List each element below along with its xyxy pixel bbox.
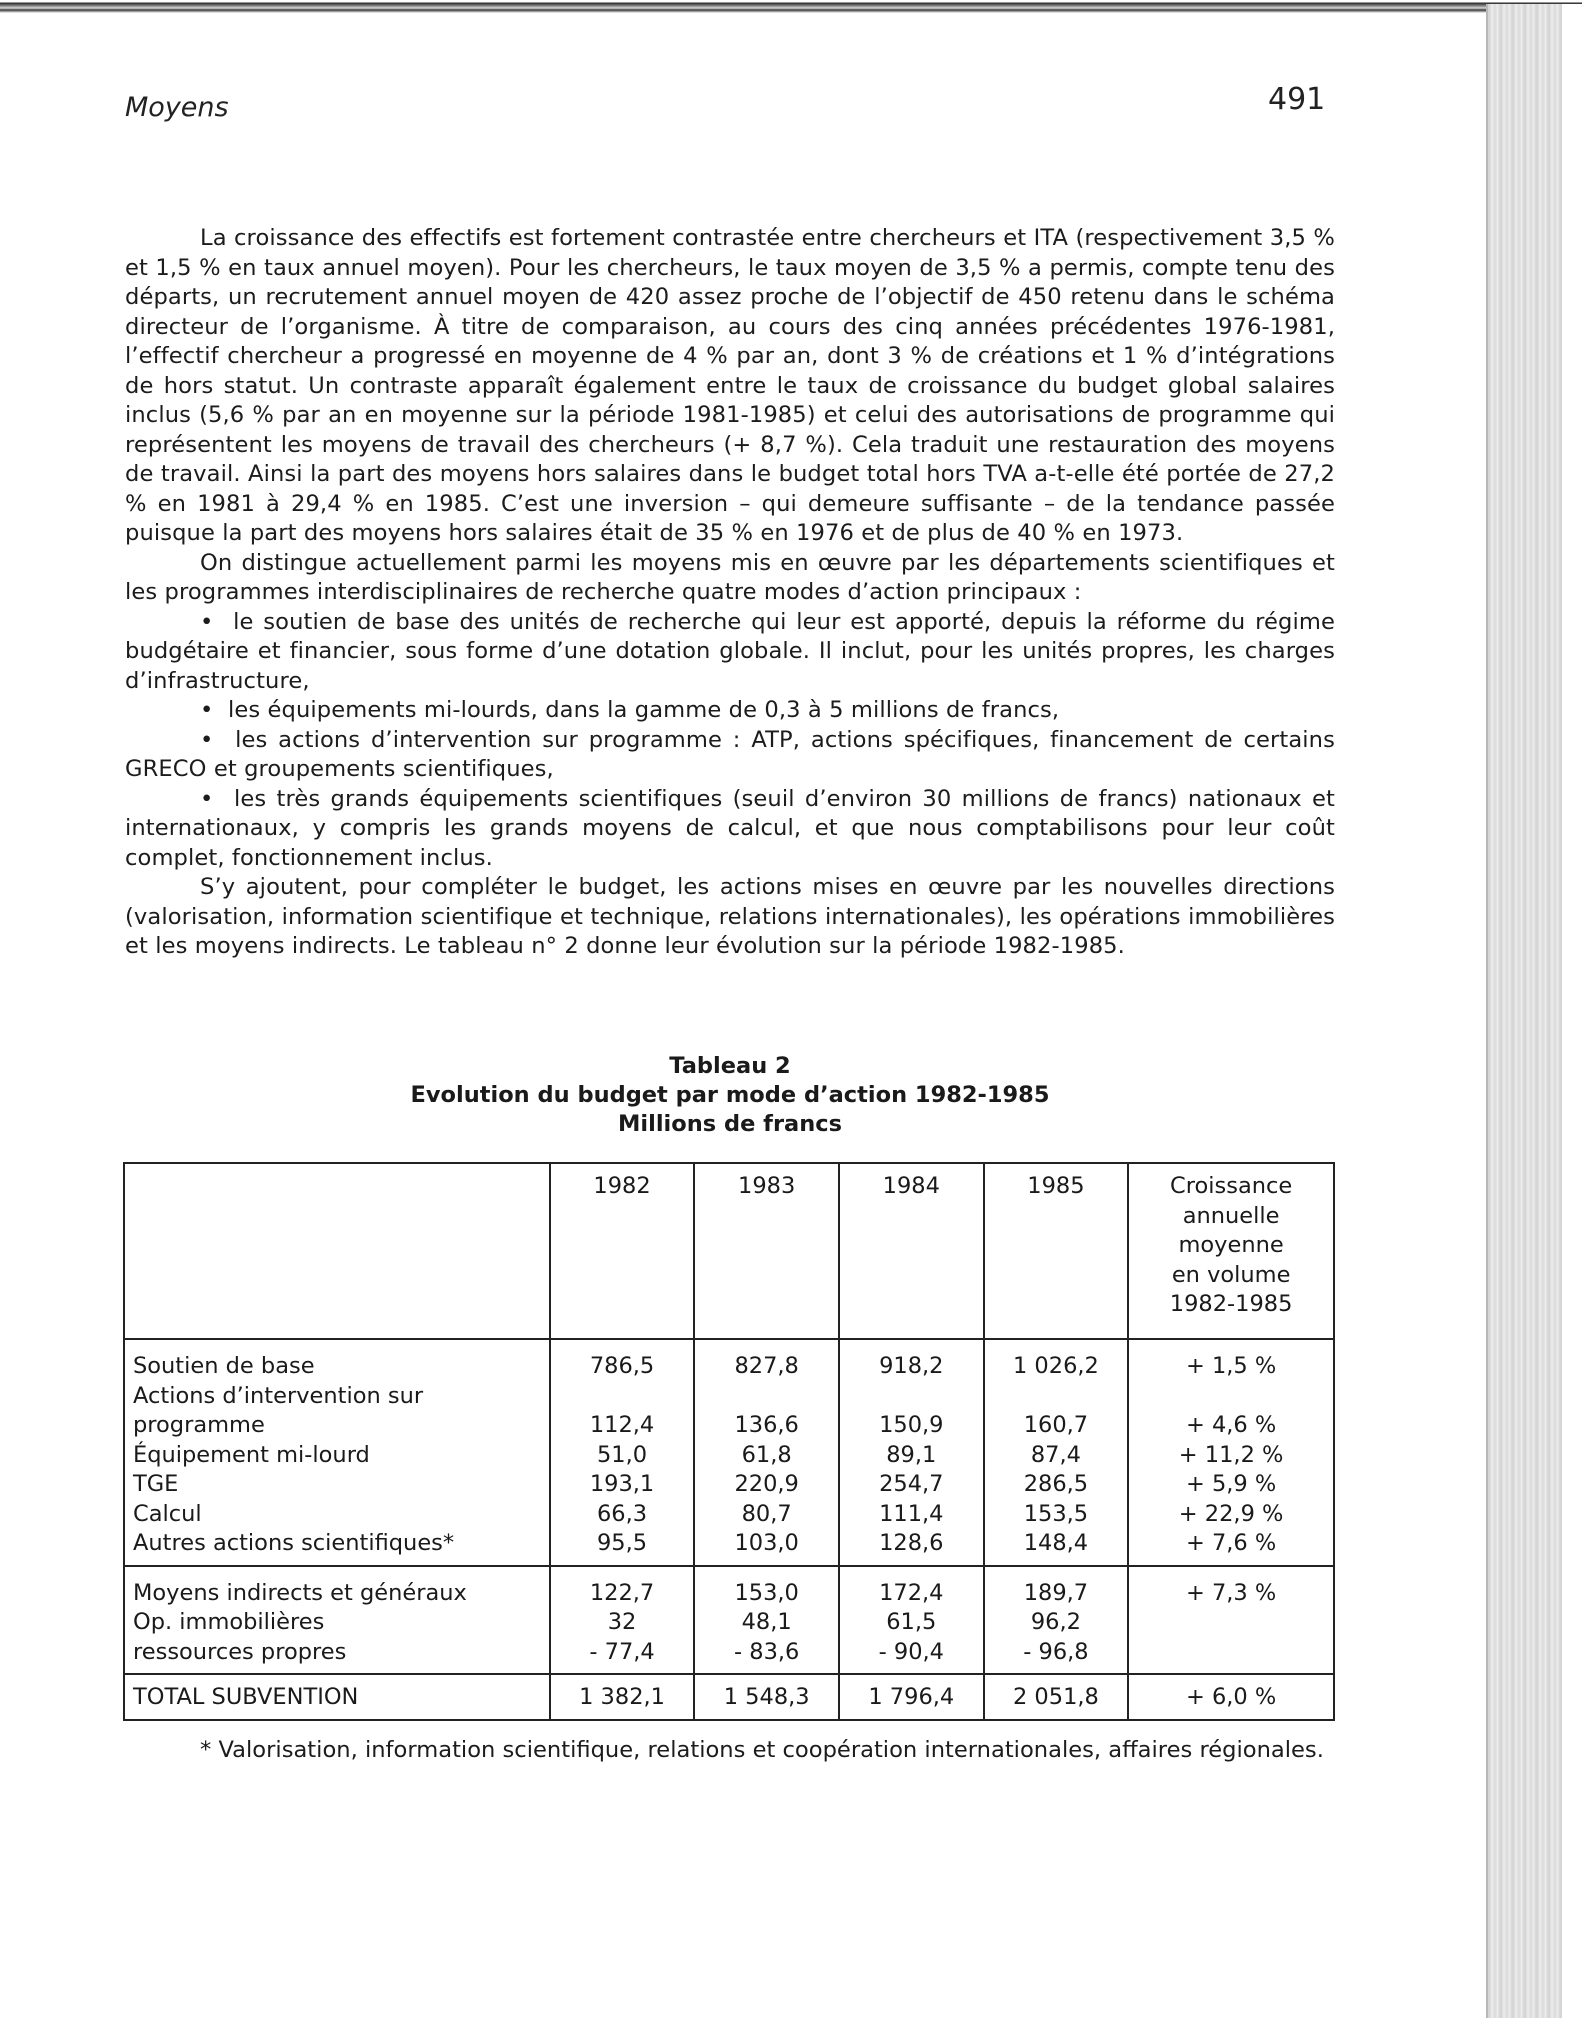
table-header-row — [124, 1163, 1334, 1339]
year-values — [839, 1339, 984, 1566]
cell-value: - 90,4 — [878, 1638, 944, 1665]
cell-value: 96,2 — [1030, 1609, 1081, 1635]
row-label: Autres actions scientifiques* — [133, 1530, 455, 1556]
scan-top-edge — [0, 0, 1582, 14]
cell-value: 193,1 — [589, 1471, 655, 1497]
cell-value: - 83,6 — [733, 1638, 800, 1665]
year-values — [550, 1339, 695, 1566]
cell-value: 189,7 — [1023, 1579, 1089, 1606]
cell-value: 827,8 — [734, 1353, 799, 1379]
year-values — [694, 1339, 839, 1566]
total-row — [124, 1674, 1334, 1720]
bullet-item: • les équipements mi-lourds, dans la gamme de 0,3 à 5 millions de francs, — [200, 697, 1060, 723]
cell-value: 286,5 — [1023, 1471, 1089, 1497]
cell-value: - 77,4 — [589, 1638, 655, 1665]
year-values — [984, 1566, 1129, 1675]
table-row-group — [124, 1566, 1334, 1675]
row-label: Soutien de base — [133, 1353, 315, 1379]
paragraph-closing: S’y ajoutent, pour compléter le budget, les actions mises en œuvre par les nouvelles directions (valorisation, information scientifique et technique, relations internationales), les opérations immobilières et les moyens indirects. Le tableau n° 2 donne leur évolution sur la période 1982-1985. — [125, 874, 1335, 959]
paragraph-modes-action: On distingue actuellement parmi les moyens mis en œuvre par les départements scientifiques et les programmes interdisciplinaires de recherche quatre modes d’action principaux : — [125, 549, 1335, 605]
cell-value: 150,9 — [879, 1412, 944, 1438]
row-label: Op. immobilières — [133, 1609, 325, 1635]
cell-value: 172,4 — [879, 1579, 944, 1606]
growth-values — [1128, 1566, 1334, 1675]
year-values — [839, 1566, 984, 1675]
cell-value: 95,5 — [596, 1530, 648, 1556]
cell-value: 153,0 — [734, 1579, 799, 1606]
growth-value — [1137, 1608, 1325, 1638]
year-values — [984, 1339, 1129, 1566]
spacer — [993, 1382, 1120, 1412]
table-title: Evolution du budget par mode d’action 1982-1985 — [410, 1082, 1050, 1108]
cell-value: 111,4 — [879, 1500, 944, 1527]
header-year: 1983 — [694, 1163, 839, 1339]
total-value: 2 051,8 — [984, 1674, 1129, 1720]
header-year: 1982 — [550, 1163, 695, 1339]
growth-value — [1137, 1638, 1325, 1668]
row-labels — [124, 1566, 550, 1675]
growth-value: + 11,2 % — [1178, 1441, 1284, 1468]
bullet-icon: • — [200, 785, 214, 812]
cell-value: 61,8 — [741, 1441, 792, 1468]
row-label: ressources propres — [133, 1638, 347, 1665]
cell-value: 254,7 — [879, 1471, 944, 1497]
cell-value: 786,5 — [589, 1353, 655, 1379]
year-values — [694, 1566, 839, 1675]
spacer — [1137, 1382, 1325, 1412]
bullet-item: • les actions d’intervention sur programme : ATP, actions spécifiques, financement de certains GRECO et groupements scientifiques, — [125, 726, 1335, 782]
cell-value: 61,5 — [886, 1609, 937, 1635]
budget-table — [123, 1162, 1335, 1721]
bullet-item: • les très grands équipements scientifiques (seuil d’environ 30 millions de francs) nationaux et internationaux, y compris les grands moyens de calcul, et que nous comptabilisons pour leur coût complet, fonctionnement inclus. — [125, 785, 1335, 871]
table-unit: Millions de francs — [618, 1111, 842, 1137]
cell-value: 160,7 — [1023, 1412, 1089, 1438]
row-label: TGE — [133, 1471, 179, 1497]
table-body — [124, 1339, 1334, 1720]
header-year: 1984 — [839, 1163, 984, 1339]
footnote: * Valorisation, information scientifique, relations et coopération internationales, affaires régionales. — [200, 1737, 1324, 1763]
header-year: 1985 — [984, 1163, 1129, 1339]
spacer — [559, 1382, 686, 1412]
total-value: 1 382,1 — [550, 1674, 695, 1720]
growth-value: + 4,6 % — [1185, 1412, 1277, 1438]
total-value: 1 548,3 — [694, 1674, 839, 1720]
spacer — [703, 1382, 830, 1412]
growth-value: + 7,3 % — [1185, 1579, 1277, 1606]
bullet-icon: • — [200, 608, 214, 635]
book-page-edges — [1486, 4, 1582, 2018]
header-label-cell — [124, 1163, 550, 1339]
running-head: Moyens — [125, 92, 229, 123]
cell-value: 220,9 — [734, 1471, 799, 1497]
cell-value: 32 — [607, 1609, 637, 1635]
total-label: TOTAL SUBVENTION — [124, 1674, 550, 1720]
cell-value: - 96,8 — [1023, 1638, 1089, 1665]
growth-value: + 7,6 % — [1185, 1530, 1277, 1556]
growth-values — [1128, 1339, 1334, 1566]
paragraph-effectifs: La croissance des effectifs est fortement contrastée entre chercheurs et ITA (respectivement 3,5 % et 1,5 % en taux annuel moyen). Pour les chercheurs, le taux moyen de 3,5 % a permis, compte tenu des départs, un recrutement annuel moyen de 420 assez proche de l’objectif de 450 retenu dans le schéma directeur de l’organisme. À titre de comparaison, au cours des cinq années précédentes 1976-1981, l’effectif chercheur a progressé en moyenne de 4 % par an, dont 3 % de créations et 1 % d’intégrations de hors statut. Un contraste apparaît également entre le taux de croissance du budget global salaires inclus (5,6 % par an en moyenne sur la période 1981-1985) et celui des autorisations de programme qui représentent les moyens de travail des chercheurs (+ 8,7 %). Cela traduit une restauration des moyens de travail. Ainsi la part des moyens hors salaires dans le budget total hors TVA a-t-elle été portée de 27,2 % en 1981 à 29,4 % en 1985. C’est une inversion – qui demeure suffisante – de la tendance passée puisque la part des moyens hors salaires était de 35 % en 1976 et de plus de 40 % en 1973. — [125, 225, 1335, 546]
table-caption — [125, 1052, 1335, 1139]
cell-value: 51,0 — [596, 1441, 648, 1468]
bullet-item: • le soutien de base des unités de recherche qui leur est apporté, depuis la réforme du régime budgétaire et financier, sous forme d’une dotation globale. Il inclut, pour les unités propres, les charges d’infrastructure, — [125, 608, 1335, 694]
bullet-icon: • — [200, 726, 214, 753]
table-number: Tableau 2 — [669, 1053, 791, 1079]
cell-value: 148,4 — [1023, 1530, 1089, 1556]
cell-value: 87,4 — [1030, 1441, 1081, 1468]
page-number: 491 — [1268, 82, 1326, 117]
cell-value: 1 026,2 — [1012, 1353, 1099, 1379]
growth-value: + 1,5 % — [1185, 1353, 1277, 1379]
spacer — [848, 1382, 975, 1412]
cell-value: 122,7 — [589, 1579, 655, 1606]
cell-value: 103,0 — [734, 1530, 799, 1556]
cell-value: 48,1 — [741, 1609, 792, 1635]
body-text — [125, 224, 1335, 962]
cell-value: 136,6 — [734, 1412, 799, 1438]
growth-value: + 5,9 % — [1185, 1471, 1277, 1497]
cell-value: 153,5 — [1023, 1500, 1089, 1527]
table-row-group — [124, 1339, 1334, 1566]
row-label: Moyens indirects et généraux — [133, 1579, 467, 1606]
row-label: Calcul — [133, 1500, 202, 1527]
header-growth: Croissance annuelle moyenne en volume 1982-1985 — [1128, 1163, 1334, 1339]
cell-value: 128,6 — [879, 1530, 944, 1556]
row-labels — [124, 1339, 550, 1566]
cell-value: 918,2 — [879, 1353, 944, 1379]
cell-value: 89,1 — [886, 1441, 937, 1468]
cell-value: 66,3 — [596, 1500, 648, 1527]
year-values — [550, 1566, 695, 1675]
cell-value: 112,4 — [589, 1412, 655, 1438]
row-label: Actions d’intervention sur — [133, 1382, 424, 1409]
total-value: 1 796,4 — [839, 1674, 984, 1720]
growth-value: + 22,9 % — [1178, 1500, 1284, 1527]
bullet-icon: • — [200, 697, 214, 723]
cell-value: 80,7 — [741, 1500, 792, 1527]
total-growth: + 6,0 % — [1128, 1674, 1334, 1720]
row-label: programme — [133, 1412, 265, 1438]
row-label: Équipement mi-lourd — [133, 1441, 370, 1468]
